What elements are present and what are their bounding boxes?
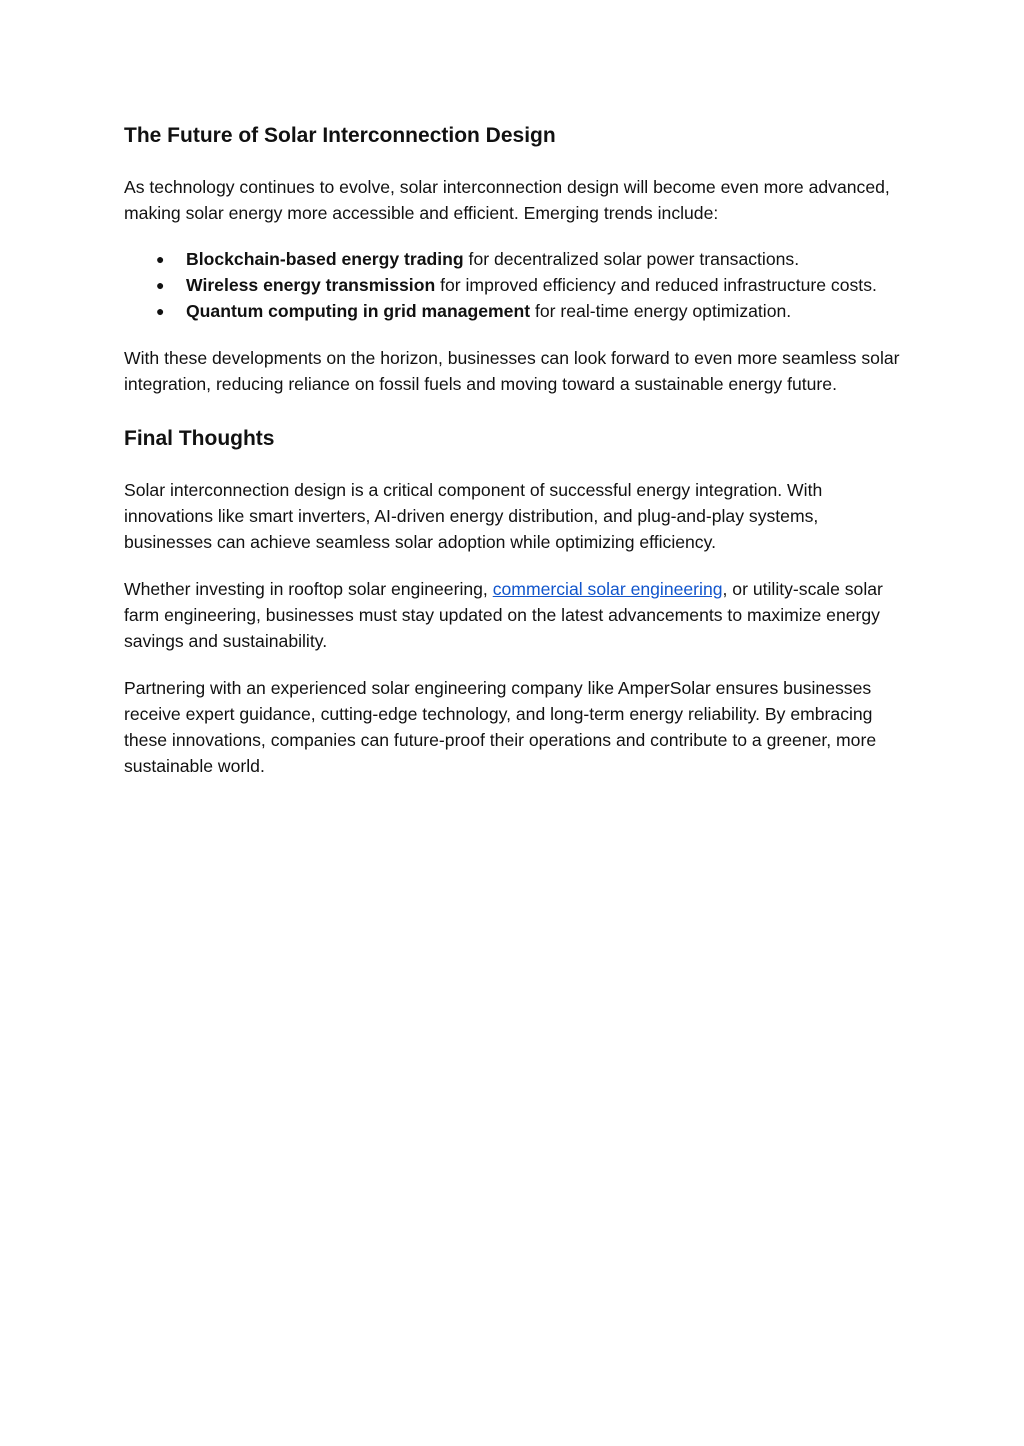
commercial-solar-engineering-link[interactable]: commercial solar engineering xyxy=(492,579,723,599)
list-item-bold: Wireless energy transmission xyxy=(186,275,436,295)
list-item-text: for improved efficiency and reduced infrastructure costs. xyxy=(435,275,877,295)
final-paragraph-2 xyxy=(124,576,900,654)
bullet-icon: ● xyxy=(156,251,165,267)
list-item-text: for decentralized solar power transactions. xyxy=(463,249,800,269)
section-heading-future: The Future of Solar Interconnection Design xyxy=(124,124,556,147)
document-page xyxy=(124,118,900,779)
list-item-bold: Quantum computing in grid management xyxy=(186,301,531,321)
list-item xyxy=(124,272,900,298)
intro-paragraph: As technology continues to evolve, solar interconnection design will become even more advanced, making solar energy more accessible and efficient. Emerging trends include: xyxy=(124,177,890,223)
closing-paragraph: With these developments on the horizon, businesses can look forward to even more seamless solar integration, reducing reliance on fossil fuels and moving toward a sustainable energy future. xyxy=(124,348,900,394)
trends-list xyxy=(124,246,900,324)
bullet-icon: ● xyxy=(156,277,165,293)
bullet-icon: ● xyxy=(156,303,165,319)
list-item xyxy=(124,246,900,272)
section-heading-final-thoughts: Final Thoughts xyxy=(124,427,275,450)
list-item-bold: Blockchain-based energy trading xyxy=(186,249,464,269)
final-paragraph-2-start: Whether investing in rooftop solar engineering, xyxy=(124,579,493,599)
list-item xyxy=(124,298,900,324)
final-paragraph-1: Solar interconnection design is a critical component of successful energy integration. With innovations like smart inverters, AI-driven energy distribution, and plug-and-play systems, businesses can achieve seamless solar adoption while optimizing efficiency. xyxy=(124,480,823,552)
final-paragraph-2-end: , or utility-scale solar farm engineering, businesses must stay updated on the latest advancements to maximize energy savings and sustainability. xyxy=(124,579,883,651)
list-item-text: for real-time energy optimization. xyxy=(530,301,792,321)
final-paragraph-3: Partnering with an experienced solar engineering company like AmperSolar ensures businesses receive expert guidance, cutting-edge technology, and long-term energy reliability. By embracing these innovations, companies can future-proof their operations and contribute to a greener, more sustainable world. xyxy=(124,678,877,776)
